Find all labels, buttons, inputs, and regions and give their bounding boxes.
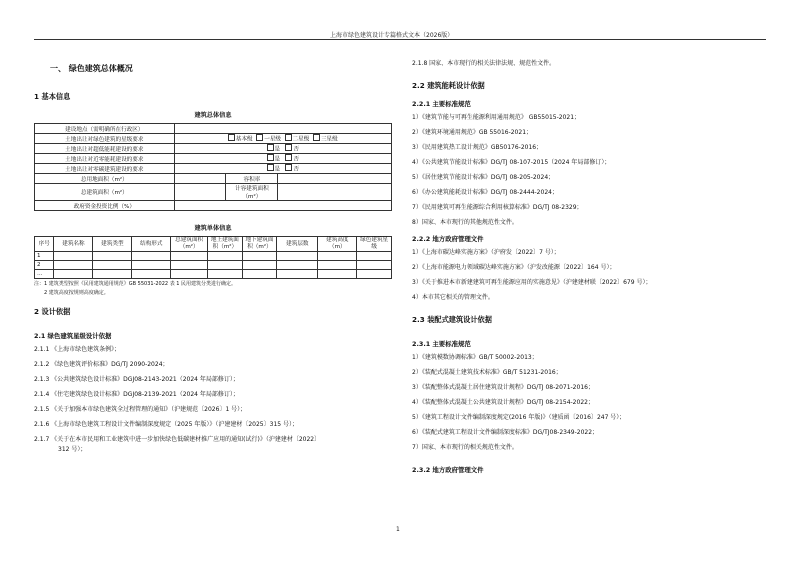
table-cell-label: 土地出让对零碳建筑建设的要求 — [35, 164, 175, 174]
table-header-row — [35, 237, 392, 252]
page-number: 1 — [396, 526, 400, 533]
table-row — [35, 124, 392, 134]
table-cell-label: 土地出让对超低能耗建设的要求 — [35, 144, 175, 154]
yes-no-options: 是 否 — [174, 144, 391, 154]
table-row — [35, 261, 392, 270]
table-cell-value — [278, 174, 392, 184]
list-item: 2.1.7 《关于在本市民用和工业建筑中进一步加快绿色低碳建材推广应用的通知(试行)》（沪建建材〔2022〕 — [34, 436, 321, 443]
table-cell-value — [278, 184, 392, 201]
subsection-2-2-2-title: 2.2.2 地方政府管理文件 — [412, 235, 484, 243]
subsection-2-2-title: 2.2 建筑能耗设计依据 — [412, 81, 485, 90]
list-item: 2.1.8 国家、本市现行的相关法律法规、规范性文件。 — [412, 60, 556, 67]
table-cell-label: 政府资金投资比例（%） — [35, 201, 175, 211]
column-header: 建筑层数 — [277, 237, 318, 252]
row-index: 1 — [35, 252, 54, 261]
table-cell-value — [174, 201, 391, 211]
list-item: 2）《建筑环境通用规范》GB 55016-2021； — [412, 129, 533, 136]
list-item: 4）《公共建筑节能设计标准》DG/TJ 08-107-2015（2024 年局部修订）； — [412, 159, 611, 166]
yes-no-options: 是 否 — [174, 164, 391, 174]
table-row — [35, 164, 392, 174]
table-cell-value — [174, 174, 226, 184]
checkbox-two-star[interactable] — [285, 134, 292, 141]
list-item: 4）《装配整体式混凝土公共建筑设计规程》DG/TJ 08-2154-2022； — [412, 399, 594, 406]
checkbox-no[interactable] — [285, 164, 292, 171]
row-index: 2 — [35, 261, 54, 270]
list-item: 3）《装配整体式混凝土居住建筑设计规程》DG/TJ 08-2071-2016； — [412, 384, 594, 391]
section-1-title: 一、 绿色建筑总体概况 — [50, 64, 133, 73]
list-item-continuation: 312 号）； — [58, 446, 87, 453]
table-row — [35, 201, 392, 211]
table-row — [35, 144, 392, 154]
column-header: 建筑高度（m） — [318, 237, 357, 252]
table-row — [35, 174, 392, 184]
table-cell-value — [174, 124, 391, 134]
list-item: 7）国家、本市现行的相关规范性文件。 — [412, 444, 518, 451]
list-item: 2.1.2 《绿色建筑评价标准》DG/TJ 2090-2024； — [34, 361, 169, 368]
column-header: 结构形式 — [132, 237, 171, 252]
list-item: 6）《装配式建筑工程设计文件编制深度标准》DG/TJ08-2349-2022； — [412, 429, 599, 436]
table-cell-value — [174, 184, 226, 201]
star-level-options: 基本级 一星级 二星级 三星级 — [174, 134, 391, 144]
running-header: 上海市绿色建筑设计专篇格式文本（2026版） — [330, 32, 454, 39]
list-item: 4）本市其它相关的管理文件。 — [412, 294, 494, 301]
column-header: 地下建筑面积（m²） — [242, 237, 277, 252]
list-item: 7）《民用建筑可再生能源综合利用核算标准》DG/TJ 08-2329； — [412, 204, 583, 211]
table-row — [35, 184, 392, 201]
column-header: 绿色建筑星级 — [357, 237, 392, 252]
checkbox-no[interactable] — [285, 154, 292, 161]
list-item: 3）《关于推进本市新建建筑可再生能源应用的实施意见》（沪建建材联〔2022〕679 号）； — [412, 279, 652, 286]
subsection-2-3-title: 2.3 装配式建筑设计依据 — [412, 315, 492, 324]
checkbox-three-star[interactable] — [313, 134, 320, 141]
list-item: 2.1.3 《公共建筑绿色设计标准》DGJ08-2143-2021（2024 年局部修订）； — [34, 376, 239, 383]
table-2-caption: 建筑单体信息 — [194, 225, 232, 232]
table-cell-label: 建设地点（需明确所在行政区） — [35, 124, 175, 134]
list-item: 5）《居住建筑节能设计标准》DG/TJ 08-205-2024； — [412, 174, 555, 181]
right-column — [412, 60, 770, 480]
subsection-2-3-1-title: 2.3.1 主要标准规范 — [412, 340, 471, 348]
checkbox-one-star[interactable] — [256, 134, 263, 141]
table-row — [35, 252, 392, 261]
table-row — [35, 154, 392, 164]
subsection-2-3-2-title: 2.3.2 地方政府管理文件 — [412, 466, 484, 474]
checkbox-yes[interactable] — [267, 164, 274, 171]
column-header: 总建筑面积（m²） — [171, 237, 208, 252]
header-rule — [34, 39, 766, 40]
list-item: 2.1.6 《上海市绿色建筑工程设计文件编制深度规定（2025 年版）》（沪建建材〔2025〕315 号）； — [34, 421, 298, 428]
checkbox-yes[interactable] — [267, 144, 274, 151]
checkbox-yes[interactable] — [267, 154, 274, 161]
yes-no-options: 是 否 — [174, 154, 391, 164]
table-cell-label: 计容建筑面积（m²） — [226, 184, 278, 201]
row-index: … — [35, 270, 54, 279]
checkbox-basic[interactable] — [228, 134, 235, 141]
left-column — [34, 55, 392, 461]
list-item: 1）《上海市碳达峰实施方案》（沪府发〔2022〕7 号）； — [412, 249, 560, 256]
table-row — [35, 134, 392, 144]
list-item: 2.1.5 《关于加强本市绿色建筑全过程管理的通知》（沪建规范〔2026〕1 号）； — [34, 406, 247, 413]
design-basis-heading: 2 设计依据 — [34, 307, 71, 316]
list-item: 2.1.1 《上海市绿色建筑条例》； — [34, 346, 121, 353]
subsection-2-1-title: 2.1 绿色建筑星级设计依据 — [34, 332, 112, 340]
table-cell-label: 土地出让对绿色建筑的星级要求 — [35, 134, 175, 144]
list-item: 8）国家、本市现行的其他规范性文件。 — [412, 219, 518, 226]
list-item: 5）《建筑工程设计文件编制深度规定(2016 年版)》（建质函〔2016〕247 号）； — [412, 414, 626, 421]
table-cell-label: 土地出让对近零能耗建设的要求 — [35, 154, 175, 164]
list-item: 3）《民用建筑热工设计规范》GB50176-2016； — [412, 144, 543, 151]
list-item: 1）《建筑模数协调标准》GB/T 50002-2013； — [412, 354, 538, 361]
table-row — [35, 270, 392, 279]
column-header: 地上建筑面积（m²） — [208, 237, 243, 252]
table-cell-label: 总建筑面积（m²） — [35, 184, 175, 201]
table-note-2: 2 建筑高度按规则高度确定。 — [44, 290, 109, 296]
subsection-2-2-1-title: 2.2.1 主要标准规范 — [412, 100, 471, 108]
column-header: 建筑类型 — [93, 237, 132, 252]
list-item: 2）《装配式混凝土建筑技术标准》GB/T 51231-2016； — [412, 369, 562, 376]
table-note-1: 注：1 建筑类型按照《民用建筑通用规范》GB 55031-2022 表 1 民用建筑分类进行确定。 — [34, 281, 237, 287]
column-header: 建筑名称 — [54, 237, 93, 252]
checkbox-no[interactable] — [285, 144, 292, 151]
table-cell-label: 容积率 — [226, 174, 278, 184]
list-item: 2）《上海市能源电力领域碳达峰实施方案》（沪发改能源〔2022〕164 号）； — [412, 264, 616, 271]
list-item: 2.1.4 《住宅建筑绿色设计标准》DGJ08-2139-2021（2024 年局部修订）； — [34, 391, 239, 398]
list-item: 1）《建筑节能与可再生能源利用通用规范》 GB55015-2021； — [412, 114, 581, 121]
list-item: 6）《办公建筑能耗设计标准》DG/TJ 08-2444-2024； — [412, 189, 558, 196]
building-unit-info-table — [34, 236, 392, 279]
basic-info-heading: 1 基本信息 — [34, 92, 71, 101]
column-header: 序号 — [35, 237, 54, 252]
table-1-caption: 建筑总体信息 — [194, 112, 232, 119]
table-cell-label: 总用地面积（m²） — [35, 174, 175, 184]
building-overall-info-table — [34, 123, 392, 211]
